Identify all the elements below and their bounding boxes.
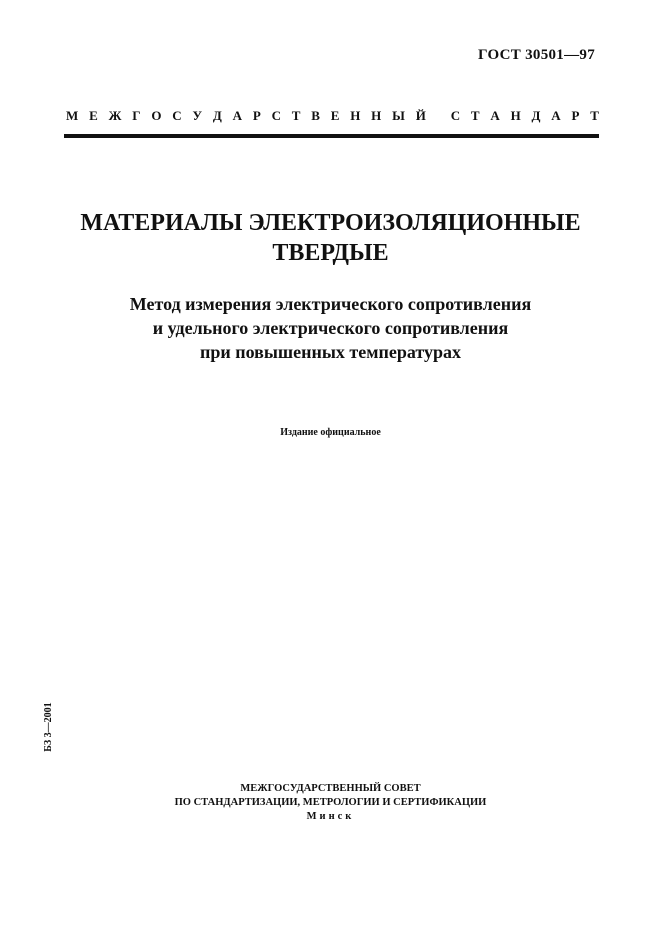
publisher-city: Минск (306, 811, 355, 822)
standard-type-letter: А (232, 108, 242, 123)
standard-type-letter: Т (470, 108, 480, 123)
document-number: ГОСТ 30501—97 (477, 47, 595, 63)
publisher-block (40, 782, 621, 824)
main-title-line-1: МАТЕРИАЛЫ ЭЛЕКТРОИЗОЛЯЦИОННЫЕ (80, 210, 581, 236)
subtitle-line-1: Метод измерения электрического сопротивления (129, 294, 532, 314)
subtitle-line-3: при повышенных температурах (199, 342, 462, 362)
standard-type-letter: Т (291, 108, 301, 123)
standard-type-letter: О (151, 108, 162, 123)
standard-type-letter: Н (510, 108, 521, 123)
edition-note: Издание официальное (280, 427, 381, 438)
standard-type-letter: С (271, 108, 281, 123)
subtitle (40, 292, 621, 364)
standard-type-letter: Д (531, 108, 541, 123)
subtitle-line-2: и удельного электрического сопротивления (152, 318, 509, 338)
standard-type-letter: Т (590, 108, 599, 123)
main-title-line-2: ТВЕРДЫЕ (272, 240, 389, 266)
standard-type-letter: А (551, 108, 561, 123)
side-code: БЗ 3—2001 (43, 702, 54, 752)
standard-type-letter: Р (571, 108, 580, 123)
standard-type-letter: М (66, 108, 79, 123)
standard-type-letter: Ж (108, 108, 122, 123)
main-title (40, 208, 621, 268)
standard-type-letter: Н (371, 108, 382, 123)
standard-type-letter: Д (212, 108, 222, 123)
standard-type-letter: Г (132, 108, 141, 123)
publisher-line-2: ПО СТАНДАРТИЗАЦИИ, МЕТРОЛОГИИ И СЕРТИФИКАЦИИ (174, 797, 487, 808)
standard-type-letter: Ы (392, 108, 405, 123)
standard-type-letter: Р (252, 108, 261, 123)
standard-type-letter: Й (415, 108, 426, 123)
standard-type-letter: Е (330, 108, 340, 123)
standard-type-letter: Е (89, 108, 98, 123)
standard-type-letter: Н (350, 108, 361, 123)
standard-type-letter: В (311, 108, 320, 123)
standard-type-letter: С (172, 108, 182, 123)
standard-type-heading (66, 108, 599, 124)
standard-type-word-gap (437, 108, 440, 124)
standard-type-letter: У (192, 108, 203, 123)
standard-type-letter: А (490, 108, 500, 123)
header-rule (64, 134, 599, 138)
publisher-line-1: МЕЖГОСУДАРСТВЕННЫЙ СОВЕТ (240, 783, 421, 794)
standard-type-letter: С (450, 108, 461, 123)
